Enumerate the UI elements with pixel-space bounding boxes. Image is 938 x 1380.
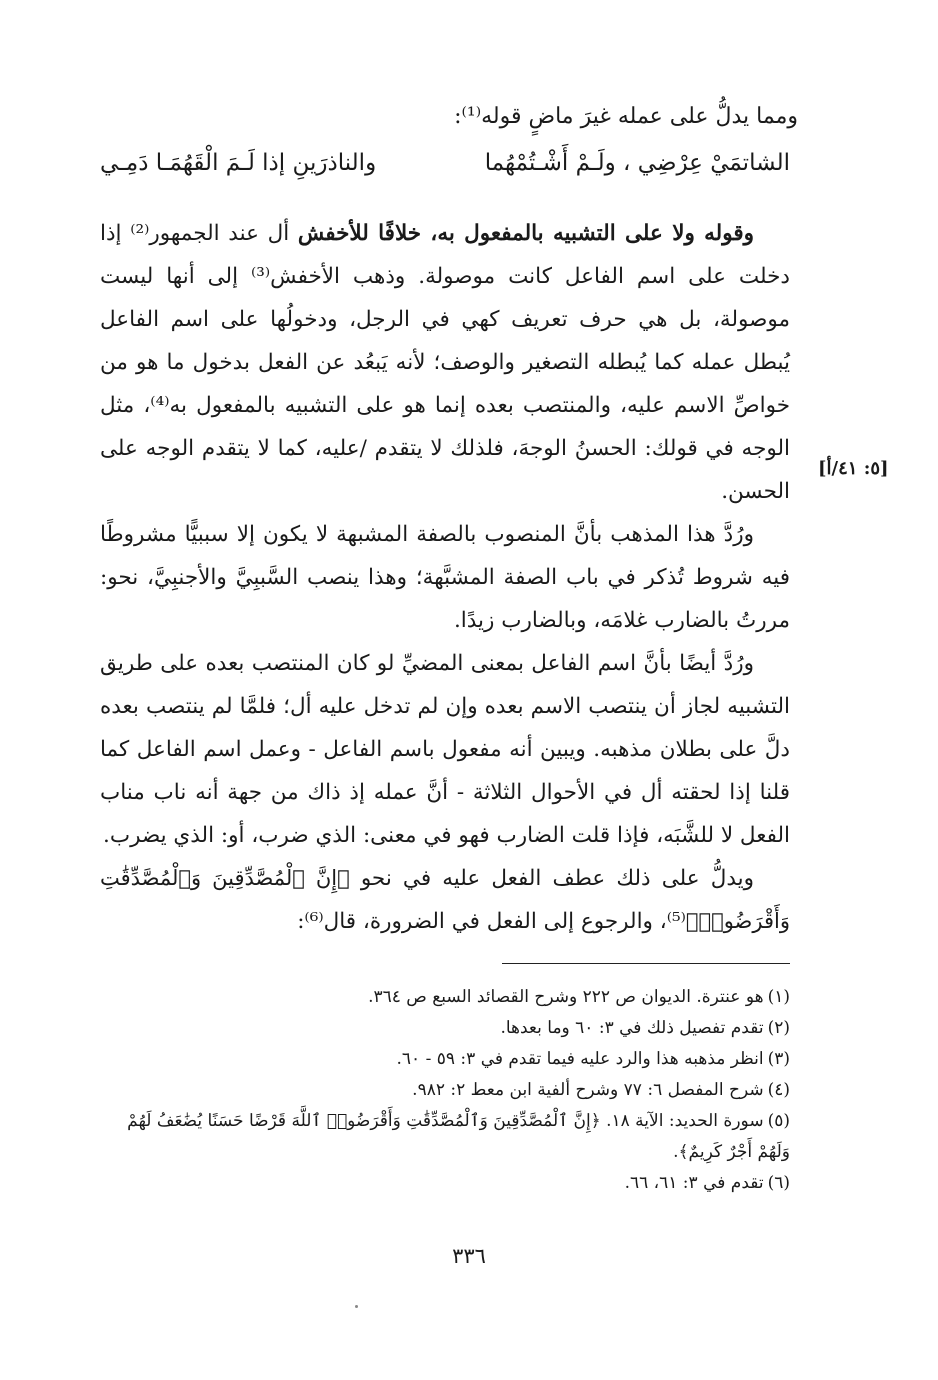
paragraph-3: ورُدَّ أيضًا بأنَّ اسم الفاعل بمعنى المضيِّ لو كان المنتصب بعده على طريق التشبيه لجاز أن ينتصب الاسم بعده وإن لم تدخل عليه أل؛ فلمَّا لم ينتصب بعده دلَّ على بطلان مذهبه. ويبين أنه مفعول باسم الفاعل - وعمل اسم الفاعل كما قلنا إذا لحقته أل في الأحوال الثلاثة - أنَّ عمله إذ ذاك من جهة أنه ناب مناب الفعل لا للشَّبَه، فإذا قلت الضارب فهو في معنى: الذي ضرب، أو: الذي يضرب. bbox=[100, 651, 790, 848]
footnote-number: (٥) bbox=[767, 1111, 790, 1131]
footnote-number: (٦) bbox=[767, 1173, 790, 1193]
footnote bbox=[100, 1168, 790, 1199]
verse-second-hemistich: والناذرَينِ إذا لَـمَ الْقَهُمَـا دَمِـي bbox=[100, 150, 377, 176]
poetry-verse bbox=[100, 150, 790, 190]
footnote bbox=[100, 982, 790, 1013]
footnote-number: (١) bbox=[767, 987, 790, 1007]
footnote-divider bbox=[502, 963, 790, 964]
footnote-text: تقدم تفصيل ذلك في ٣: ٦٠ وما بعدها. bbox=[500, 1018, 764, 1038]
quran-quote: ﴿إِنَّ ٱلْمُصَّدِّقِينَ وَٱلْمُصَّدِّقَٰتِ وَأَقْرَضُوا۟﴾ bbox=[100, 866, 790, 933]
scan-speck bbox=[355, 1305, 358, 1308]
footnote-text: انظر مذهبه هذا والرد عليه فيما تقدم في ٣: ٥٩ - ٦٠. bbox=[396, 1049, 764, 1069]
footnote bbox=[100, 1106, 790, 1168]
paragraph-1 bbox=[100, 212, 790, 513]
intro-line: ومما يدلُّ على عمله غيرَ ماضٍ قوله⁽¹⁾: bbox=[454, 104, 798, 129]
footnote-text: هو عنترة. الديوان ص ٢٢٢ وشرح القصائد السبع ص ٣٦٤. bbox=[368, 987, 764, 1007]
footnote-number: (٣) bbox=[767, 1049, 790, 1069]
footnote bbox=[100, 1075, 790, 1106]
footnote-text: تقدم في ٣: ٦١، ٦٦. bbox=[624, 1173, 764, 1193]
paragraph-4-text-a: ويدلُّ على ذلك عطف الفعل عليه في نحو bbox=[349, 866, 754, 891]
paragraph-1-text: أل عند الجمهور⁽²⁾ إذا دخلت على اسم الفاعل كانت موصولة. وذهب الأخفش⁽³⁾ إلى أنها ليست موصولة، بل هي حرف تعريف كهي في الرجل، ودخولُها على اسم الفاعل يُبطل عمله كما يُبطله التصغير والوصف؛ لأنه يَبعُد عن الفعل بدخول ما هو من خواصِّ الاسم عليه، والمنتصب بعده إنما هو على التشبيه بالمفعول به⁽⁴⁾، مثل الوجه في قولك: الحسنُ الوجهَ، فلذلك لا يتقدم /عليه، كما لا يتقدم الوجه على الحسن. bbox=[100, 221, 790, 504]
footnotes bbox=[100, 982, 790, 1199]
quoted-matn: وقوله ولا على التشبيه بالمفعول به، خلافًا للأخفش bbox=[297, 221, 755, 246]
footnote bbox=[100, 1044, 790, 1075]
footnote-text: سورة الحديد: الآية ١٨. ﴿إِنَّ ٱلْمُصَّدِّقِينَ وَٱلْمُصَّدِّقَٰتِ وَأَقْرَضُوا۟ ٱللَّهَ قَرْضًا حَسَنًا يُضَٰعَفُ لَهُمْ وَلَهُمْ أَجْرٌ كَرِيمٌ﴾. bbox=[127, 1111, 790, 1162]
footnote-number: (٢) bbox=[767, 1018, 790, 1038]
footnote bbox=[100, 1013, 790, 1044]
footnote-text: شرح المفصل ٦: ٧٧ وشرح ألفية ابن معط ٢: ٩٨٢. bbox=[412, 1080, 764, 1100]
paragraph-4-text-b: ⁽⁵⁾، والرجوع إلى الفعل في الضرورة، قال⁽⁶⁾: bbox=[297, 909, 686, 934]
manuscript-folio-reference: [٥: ٤١/أ] bbox=[818, 458, 889, 479]
footnote-number: (٤) bbox=[767, 1080, 790, 1100]
main-text bbox=[100, 212, 790, 943]
paragraph-4 bbox=[100, 857, 790, 943]
paragraph-2: ورُدَّ هذا المذهب بأنَّ المنصوب بالصفة المشبهة لا يكون إلا سببيًّا مشروطًا فيه شروط تُذكر في باب الصفة المشبَّهة؛ وهذا ينصب السَّببِيَّ والأجنبِيَّ، نحو: مررتُ بالضارب غلامَه، وبالضارب زيدًا. bbox=[100, 522, 790, 633]
verse-first-hemistich: الشاتمَيْ عِرْضِي ، ولَـمْ أَشْـتُمْهُما bbox=[484, 150, 790, 176]
page-number: ٣٣٦ bbox=[452, 1244, 486, 1268]
